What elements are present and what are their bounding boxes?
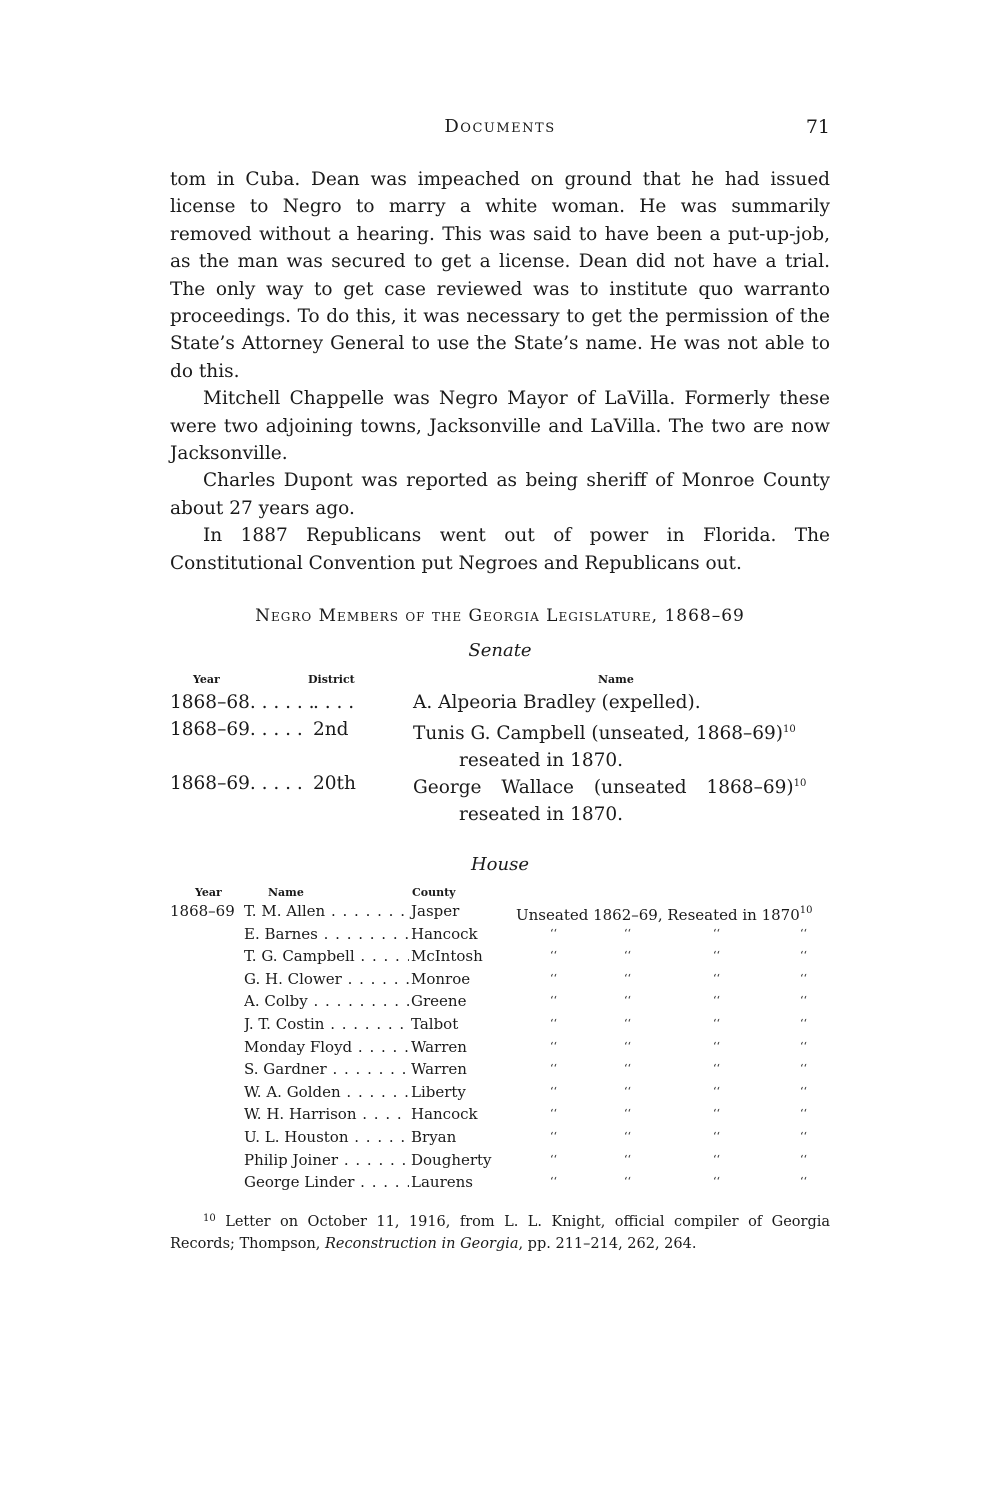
ditto-mark: ‘‘ (800, 1016, 807, 1030)
senate-member (413, 770, 833, 828)
senate-heading: Senate (468, 640, 532, 661)
ditto-mark: ‘‘ (713, 994, 720, 1008)
senate-member-name: Tunis G. Campbell (unseated, 1868–69) (413, 723, 784, 744)
senate-member-note: reseated in 1870. (459, 804, 624, 825)
house-member-name: T. M. Allen . . . (244, 900, 409, 923)
house-member-name: A. Colby . . . (244, 990, 409, 1013)
house-col-year: Year (195, 886, 222, 899)
house-row (170, 1149, 835, 1172)
ditto-mark: ‘‘ (550, 1039, 557, 1053)
house-row (170, 945, 835, 968)
house-county: Hancock (409, 1103, 478, 1126)
footnote-text-end: , pp. 211–214, 262, 264. (518, 1236, 697, 1252)
ditto-mark: ‘‘ (713, 1062, 720, 1076)
ditto-mark: ‘‘ (624, 1039, 631, 1053)
senate-col-year: Year (193, 673, 220, 686)
house-row (170, 1058, 835, 1081)
ditto-mark: ‘‘ (800, 971, 807, 985)
house-row (170, 968, 835, 991)
house-row (170, 900, 835, 923)
senate-year: 1868–68. . . . . . (170, 692, 315, 713)
ditto-mark: ‘‘ (800, 1152, 807, 1166)
house-county: Jasper (409, 900, 459, 923)
senate-member (413, 689, 833, 716)
footnote-number: 10 (203, 1213, 216, 1224)
house-county: Dougherty (409, 1149, 492, 1172)
house-county: Warren (409, 1036, 467, 1059)
ditto-mark: ‘‘ (800, 1084, 807, 1098)
ditto-mark: ‘‘ (550, 1129, 557, 1143)
ditto-mark: ‘‘ (550, 971, 557, 985)
ditto-mark: ‘‘ (624, 1152, 631, 1166)
senate-district: . . . . (313, 692, 355, 713)
house-row (170, 1036, 835, 1059)
footnote-title: Reconstruction in Georgia (325, 1236, 519, 1252)
ditto-mark: ‘‘ (800, 1107, 807, 1121)
senate-district: 2nd (313, 719, 349, 740)
senate-district: 20th (313, 773, 356, 794)
footnote-text: Letter on October 11, 1916, from L. L. Knight, official compiler of Georgia Records; Thompson, (170, 1214, 831, 1252)
ditto-mark: ‘‘ (713, 926, 720, 940)
footnote-ref: 10 (793, 778, 807, 789)
house-county: Monroe (409, 968, 470, 991)
section-title: Negro Members of the Georgia Legislature, 1868–69 (255, 606, 745, 626)
footnote-ref: 10 (783, 724, 796, 735)
ditto-mark: ‘‘ (624, 1084, 631, 1098)
house-county: Talbot (409, 1013, 458, 1036)
senate-member-name: A. Alpeoria Bradley (expelled). (413, 692, 701, 713)
house-member-name: U. L. Houston . . . (244, 1126, 409, 1149)
page-header (170, 116, 830, 144)
ditto-mark: ‘‘ (624, 994, 631, 1008)
paragraph-4: In 1887 Republicans went out of power in Florida. The Constitutional Convention put Negroes and Republicans out. (170, 525, 830, 574)
footnote-ref: 10 (799, 905, 813, 916)
paragraph-2: Mitchell Chappelle was Negro Mayor of LaVilla. Formerly these were two adjoining towns, Jacksonville and LaVilla. The two are now Jacksonville. (170, 388, 830, 465)
house-year: 1868–69 (170, 902, 235, 920)
house-row (170, 1013, 835, 1036)
house-county: Bryan (409, 1126, 456, 1149)
ditto-mark: ‘‘ (800, 1039, 807, 1053)
house-row (170, 990, 835, 1013)
ditto-mark: ‘‘ (550, 1152, 557, 1166)
ditto-mark: ‘‘ (624, 971, 631, 985)
house-member-name: Monday Floyd . . . (244, 1036, 409, 1059)
ditto-mark: ‘‘ (713, 1016, 720, 1030)
ditto-mark: ‘‘ (713, 1175, 720, 1189)
senate-col-district: District (308, 673, 355, 686)
house-member-name: J. T. Costin . . . (244, 1013, 409, 1036)
ditto-mark: ‘‘ (800, 926, 807, 940)
house-row (170, 1103, 835, 1126)
ditto-mark: ‘‘ (713, 1107, 720, 1121)
footnote (170, 1208, 830, 1255)
house-member-name: W. A. Golden . . . (244, 1081, 409, 1104)
ditto-mark: ‘‘ (624, 949, 631, 963)
house-member-name: George Linder . . . (244, 1171, 409, 1194)
running-head: Documents (444, 116, 556, 137)
house-heading: House (470, 854, 530, 875)
house-member-name: T. G. Campbell . . . (244, 945, 409, 968)
paragraph-1: tom in Cuba. Dean was impeached on ground that he had issued license to Negro to marry a white woman. He was summarily removed without a hearing. This was said to have been a put-up-job, as the man was secured to get a license. Dean did not have a trial. The only way to get case reviewed was to institute quo warranto proceedings. To do this, it was necessary to get the permission of the State’s Attorney General to use the State’s name. He was not able to do this. (170, 169, 830, 382)
ditto-mark: ‘‘ (800, 1175, 807, 1189)
ditto-mark: ‘‘ (550, 1175, 557, 1189)
house-member-name: G. H. Clower . . . (244, 968, 409, 991)
ditto-mark: ‘‘ (800, 1129, 807, 1143)
ditto-mark: ‘‘ (800, 949, 807, 963)
ditto-mark: ‘‘ (624, 1016, 631, 1030)
house-member-name: E. Barnes . . . (244, 923, 409, 946)
page-number: 71 (805, 116, 830, 138)
senate-year: 1868–69. . . . . (170, 773, 303, 794)
senate-member (413, 716, 833, 774)
house-row (170, 1126, 835, 1149)
house-county: Hancock (409, 923, 478, 946)
ditto-mark: ‘‘ (713, 1152, 720, 1166)
ditto-mark: ‘‘ (550, 1084, 557, 1098)
house-county: Laurens (409, 1171, 473, 1194)
senate-member-name: George Wallace (unseated 1868–69) (413, 777, 794, 798)
ditto-mark: ‘‘ (713, 1084, 720, 1098)
house-row (170, 1081, 835, 1104)
house-row (170, 1171, 835, 1194)
house-col-name: Name (268, 886, 304, 899)
ditto-mark: ‘‘ (550, 994, 557, 1008)
house-table (170, 900, 835, 1194)
house-county: Warren (409, 1058, 467, 1081)
ditto-mark: ‘‘ (624, 1107, 631, 1121)
house-status-text: Unseated 1862–69, Reseated in 1870 (516, 906, 800, 924)
house-county: Greene (409, 990, 466, 1013)
senate-year: 1868–69. . . . . (170, 719, 303, 740)
house-row (170, 923, 835, 946)
ditto-mark: ‘‘ (550, 949, 557, 963)
ditto-mark: ‘‘ (624, 1062, 631, 1076)
ditto-mark: ‘‘ (624, 1129, 631, 1143)
ditto-mark: ‘‘ (800, 994, 807, 1008)
senate-member-note: reseated in 1870. (459, 750, 624, 771)
ditto-mark: ‘‘ (713, 949, 720, 963)
paragraph-3: Charles Dupont was reported as being sheriff of Monroe County about 27 years ago. (170, 470, 830, 519)
body-text (170, 166, 830, 577)
senate-col-name: Name (598, 673, 634, 686)
ditto-mark: ‘‘ (624, 1175, 631, 1189)
house-county: McIntosh (409, 945, 483, 968)
ditto-mark: ‘‘ (713, 1129, 720, 1143)
ditto-mark: ‘‘ (550, 926, 557, 940)
house-county: Liberty (409, 1081, 466, 1104)
ditto-mark: ‘‘ (713, 1039, 720, 1053)
ditto-mark: ‘‘ (550, 1107, 557, 1121)
house-member-name: S. Gardner . . . (244, 1058, 409, 1081)
ditto-mark: ‘‘ (713, 971, 720, 985)
house-member-name: Philip Joiner . . . (244, 1149, 409, 1172)
ditto-mark: ‘‘ (550, 1062, 557, 1076)
ditto-mark: ‘‘ (624, 926, 631, 940)
house-member-name: W. H. Harrison . . . (244, 1103, 409, 1126)
ditto-mark: ‘‘ (800, 1062, 807, 1076)
house-col-county: County (412, 886, 456, 899)
ditto-mark: ‘‘ (550, 1016, 557, 1030)
